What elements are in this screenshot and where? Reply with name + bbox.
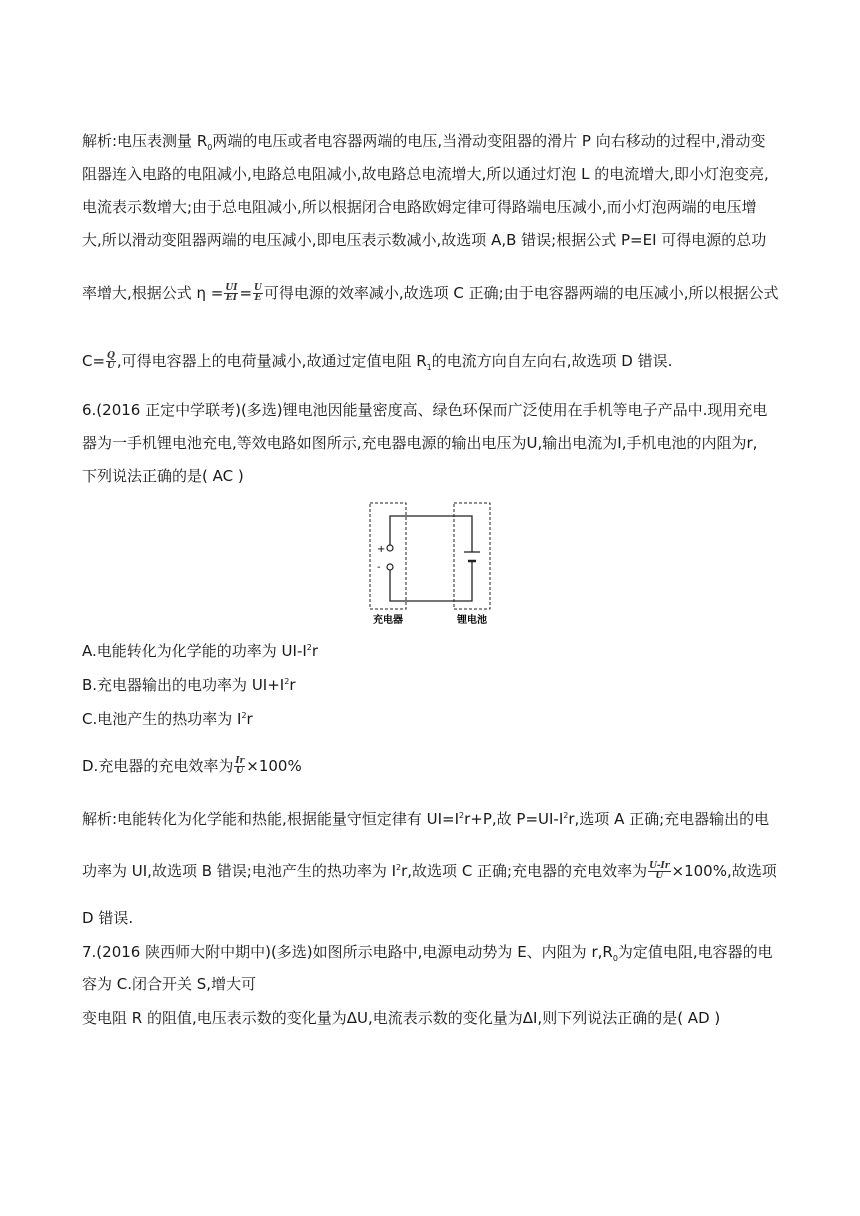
fraction-u-minus-ir-over-u: $\frac{U-Ir}{U}$ (649, 861, 670, 881)
solution-1-line-3: 电流表示数增大;由于总电阻减小,所以根据闭合电路欧姆定律可得路端电压减小,而小灯泡两端的电压增 (82, 198, 757, 216)
option-d: D.充电器的充电效率为 $\frac{Ir}{U}$ ×100% (82, 756, 302, 776)
solution-1-line-2: 阻器连入电路的电阻减小,电路总电阻减小,故电路总电流增大,所以通过灯泡 L 的电流增大,即小灯泡变亮, (82, 165, 769, 183)
option-a: A.电能转化为化学能的功率为 $UI-I^2r$ (82, 642, 319, 660)
question-6-line-3: 下列说法正确的是( AC ) (82, 467, 244, 485)
option-b: B.充电器输出的电功率为 $UI+I^2r$ (82, 676, 296, 694)
solution-2-line-3: D 错误. (82, 909, 134, 927)
battery-label: 锂电池 (457, 615, 487, 626)
solution-1-line-5: 率增大,根据公式 η = $\frac{UI}{EI}$ = $\frac{U}{E}$ 可得电源的效率减小,故选项 C 正确;由于电容器两端的电压减小,所以根据公式 (82, 283, 779, 303)
solution-1-line-6: C= $\frac{Q}{U}$ ,可得电容器上的电荷量减小,故通过定值电阻 $R_1$的电流方向自左向右,故选项 D 错误. (82, 351, 673, 372)
question-7-line-1: 7.(2016 陕西师大附中期中)(多选)如图所示电路中,电源电动势为 E、内阻为 $r,R_0$为定值电阻,电容器的电 (82, 943, 773, 963)
charger-label: 充电器 (373, 615, 403, 626)
option-c: C.电池产生的热功率为 $I^2r$ (82, 710, 253, 728)
question-6-line-1: 6.(2016 正定中学联考)(多选)锂电池因能量密度高、绿色环保而广泛使用在手机等电子产品中.现用充电 (82, 401, 768, 419)
question-7-line-2: 容为 C.闭合开关 S,增大可 (82, 975, 257, 993)
solution-1-line-4: 大,所以滑动变阻器两端的电压减小,即电压表示数减小,故选项 A,B 错误;根据公式 P=EI 可得电源的总功 (82, 231, 767, 249)
question-7-line-3: 变电阻 R 的阻值,电压表示数的变化量为ΔU,电流表示数的变化量为ΔI,则下列说法正确的是( AD ) (82, 1009, 721, 1027)
fraction-ir-over-u: $\frac{Ir}{U}$ (235, 756, 245, 776)
minus-terminal-label: - (377, 562, 381, 573)
plus-terminal-label: + (377, 544, 386, 555)
fraction-ui-over-ei: $\frac{UI}{EI}$ (225, 283, 238, 303)
fraction-q-over-u: $\frac{Q}{U}$ (107, 351, 115, 371)
solution-2-line-1: 解析:电能转化为化学能和热能,根据能量守恒定律有 $UI=I^2r+P$,故 $P=UI-I^2r$,选项 A 正确;充电器输出的电 (82, 810, 770, 828)
solution-2-line-2: 功率为 UI,故选项 B 错误;电池产生的热功率为 $I^2r$,故选项 C 正确;充电器的充电效率为 $\frac{U-Ir}{U}$ ×100%,故选项 (82, 861, 777, 881)
fraction-u-over-e: $\frac{U}{E}$ (254, 283, 262, 303)
solution-1-line-1: 解析:电压表测量 $R_0$两端的电压或者电容器两端的电压,当滑动变阻器的滑片 P 向右移动的过程中,滑动变 (82, 132, 766, 152)
question-6-line-2: 器为一手机锂电池充电,等效电路如图所示,充电器电源的输出电压为U,输出电流为I,手机电池的内阻为r, (82, 434, 758, 452)
charging-circuit-diagram (368, 500, 493, 626)
